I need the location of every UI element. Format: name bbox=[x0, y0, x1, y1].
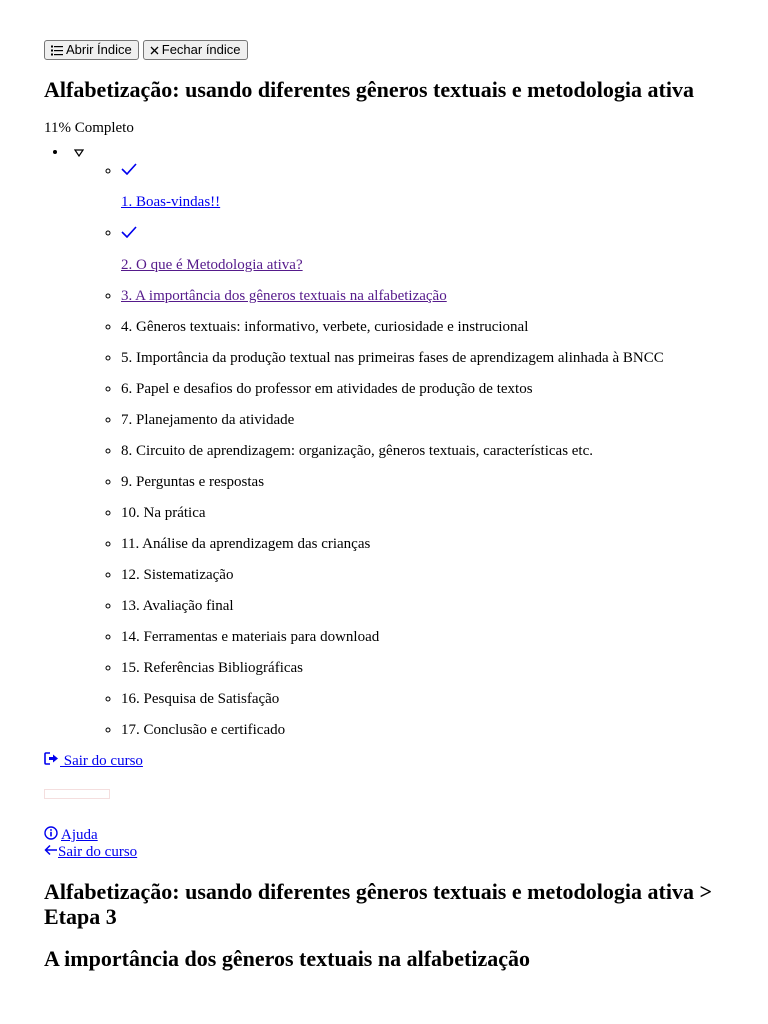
lesson-item: ◦ 8. Circuito de aprendizagem: organização, gêneros textuais, características etc. bbox=[121, 442, 744, 460]
exit-course-row bbox=[44, 752, 744, 771]
info-icon bbox=[44, 826, 58, 844]
open-index-label: Abrir Índice bbox=[66, 42, 132, 57]
lesson-item bbox=[121, 224, 744, 274]
help-link[interactable] bbox=[44, 826, 98, 844]
lesson-link[interactable]: 3. A importância dos gêneros textuais na alfabetização bbox=[121, 287, 447, 304]
collapse-toggle-icon[interactable] bbox=[74, 144, 84, 162]
lesson-link[interactable]: 1. Boas-vindas!! bbox=[121, 194, 221, 211]
exit-course-label: Sair do curso bbox=[60, 752, 143, 769]
lesson-item: ◦ 4. Gêneros textuais: informativo, verbete, curiosidade e instrucional bbox=[121, 318, 744, 336]
course-title: Alfabetização: usando diferentes gêneros textuais e metodologia ativa bbox=[44, 77, 694, 102]
back-exit-row bbox=[44, 844, 744, 860]
lesson-item bbox=[121, 162, 744, 212]
help-label: Ajuda bbox=[61, 827, 98, 844]
lesson-item: ◦ 11. Análise da aprendizagem das crianças bbox=[121, 535, 744, 553]
index-toolbar bbox=[44, 40, 744, 60]
lesson-item: ◦ 16. Pesquisa de Satisfação bbox=[121, 690, 744, 708]
placeholder-box bbox=[44, 789, 110, 799]
lesson-item: ◦ 10. Na prática bbox=[121, 504, 744, 522]
course-page bbox=[44, 40, 744, 971]
progress-text: 11% Completo bbox=[44, 120, 134, 136]
lesson-item: ◦ 6. Papel e desafios do professor em atividades de produção de textos bbox=[121, 380, 744, 398]
close-index-label: Fechar índice bbox=[161, 42, 241, 57]
lesson-item: ◦ 17. Conclusão e certificado bbox=[121, 721, 744, 739]
lesson-item-current bbox=[121, 287, 744, 305]
lesson-item: ◦ 13. Avaliação final bbox=[121, 597, 744, 615]
course-index bbox=[44, 143, 744, 739]
exit-course-link[interactable] bbox=[44, 753, 143, 769]
lesson-item: ◦ 14. Ferramentas e materiais para download bbox=[121, 628, 744, 646]
check-icon bbox=[121, 162, 137, 180]
open-index-button[interactable] bbox=[44, 40, 139, 60]
arrow-left-icon bbox=[44, 844, 58, 860]
page-breadcrumb: Alfabetização: usando diferentes gêneros textuais e metodologia ativa > Etapa 3 bbox=[44, 879, 712, 930]
lesson-item: ◦ 9. Perguntas e respostas bbox=[121, 473, 744, 491]
lesson-item: ◦ 5. Importância da produção textual nas primeiras fases de aprendizagem alinhada à BNCC bbox=[121, 349, 744, 367]
help-row bbox=[44, 826, 744, 844]
back-exit-label: Sair do curso bbox=[58, 844, 138, 861]
back-exit-link[interactable] bbox=[44, 844, 137, 860]
close-index-button[interactable] bbox=[143, 40, 248, 60]
close-icon bbox=[150, 46, 159, 55]
lesson-item: ◦ 15. Referências Bibliográficas bbox=[121, 659, 744, 677]
list-icon bbox=[51, 45, 63, 56]
lesson-item: ◦ 7. Planejamento da atividade bbox=[121, 411, 744, 429]
sign-out-icon bbox=[44, 752, 60, 770]
lesson-link[interactable]: 2. O que é Metodologia ativa? bbox=[121, 256, 303, 273]
section-title: A importância dos gêneros textuais na alfabetização bbox=[44, 946, 531, 972]
lesson-list bbox=[68, 162, 744, 739]
lesson-item: ◦ 12. Sistematização bbox=[121, 566, 744, 584]
check-icon bbox=[121, 225, 137, 243]
index-section bbox=[68, 143, 744, 739]
